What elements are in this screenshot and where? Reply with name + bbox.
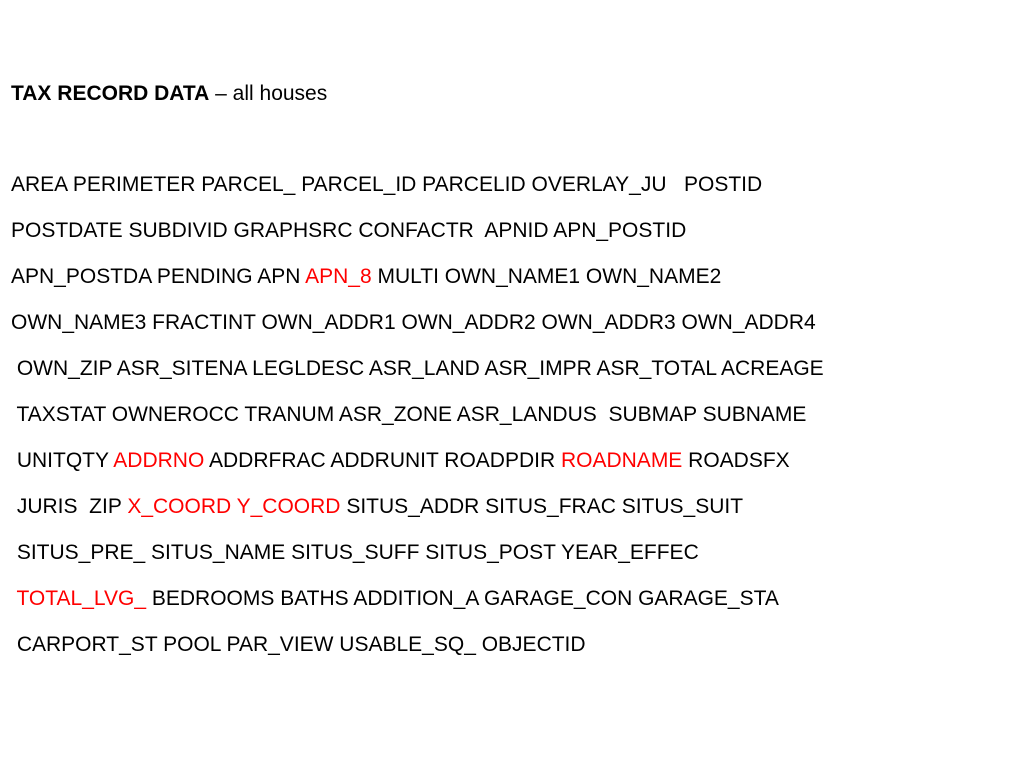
field-line [11, 585, 779, 613]
field-line [11, 217, 686, 245]
field-text: BEDROOMS BATHS ADDITION_A GARAGE_CON GARAGE_STA [146, 587, 779, 610]
field-text: OWN_NAME3 FRACTINT OWN_ADDR1 OWN_ADDR2 OWN_ADDR3 OWN_ADDR4 [11, 311, 816, 334]
field-text: JURIS ZIP [11, 495, 128, 518]
highlighted-field: ROADNAME [560, 449, 683, 472]
title-bold: TAX RECORD DATA [11, 82, 210, 105]
highlighted-field: APN_8 [305, 265, 372, 288]
field-text: MULTI OWN_NAME1 OWN_NAME2 [371, 265, 722, 288]
title-subtitle: – all houses [209, 82, 328, 105]
field-line [11, 539, 699, 567]
field-line [11, 171, 762, 199]
field-text: AREA PERIMETER PARCEL_ PARCEL_ID PARCELID OVERLAY_JU POSTID [11, 173, 763, 196]
field-line [11, 309, 816, 337]
field-text: CARPORT_ST POOL PAR_VIEW USABLE_SQ_ OBJECTID [11, 633, 586, 656]
field-text: APN_POSTDA PENDING APN [11, 265, 306, 288]
highlighted-field: X_COORD Y_COORD [127, 495, 341, 518]
highlighted-field: ADDRNO [113, 449, 205, 472]
field-text: UNITQTY [11, 449, 114, 472]
field-line [11, 263, 721, 291]
field-text: TAXSTAT OWNEROCC TRANUM ASR_ZONE ASR_LANDUS SUBMAP SUBNAME [11, 403, 807, 426]
field-text: SITUS_PRE_ SITUS_NAME SITUS_SUFF SITUS_POST YEAR_EFFEC [11, 541, 699, 564]
field-line [11, 447, 790, 475]
field-text: OWN_ZIP ASR_SITENA LEGLDESC ASR_LAND ASR_IMPR ASR_TOTAL ACREAGE [11, 357, 824, 380]
field-line [11, 355, 824, 383]
field-text: ROADSFX [682, 449, 790, 472]
field-text: POSTDATE SUBDIVID GRAPHSRC CONFACTR APNID APN_POSTID [11, 219, 687, 242]
field-line [11, 631, 586, 659]
field-line [11, 401, 806, 429]
field-line [11, 493, 743, 521]
field-text: ADDRFRAC ADDRUNIT ROADPDIR [204, 449, 561, 472]
highlighted-field: TOTAL_LVG_ [16, 587, 147, 610]
page-title [11, 80, 327, 108]
field-text: SITUS_ADDR SITUS_FRAC SITUS_SUIT [340, 495, 744, 518]
